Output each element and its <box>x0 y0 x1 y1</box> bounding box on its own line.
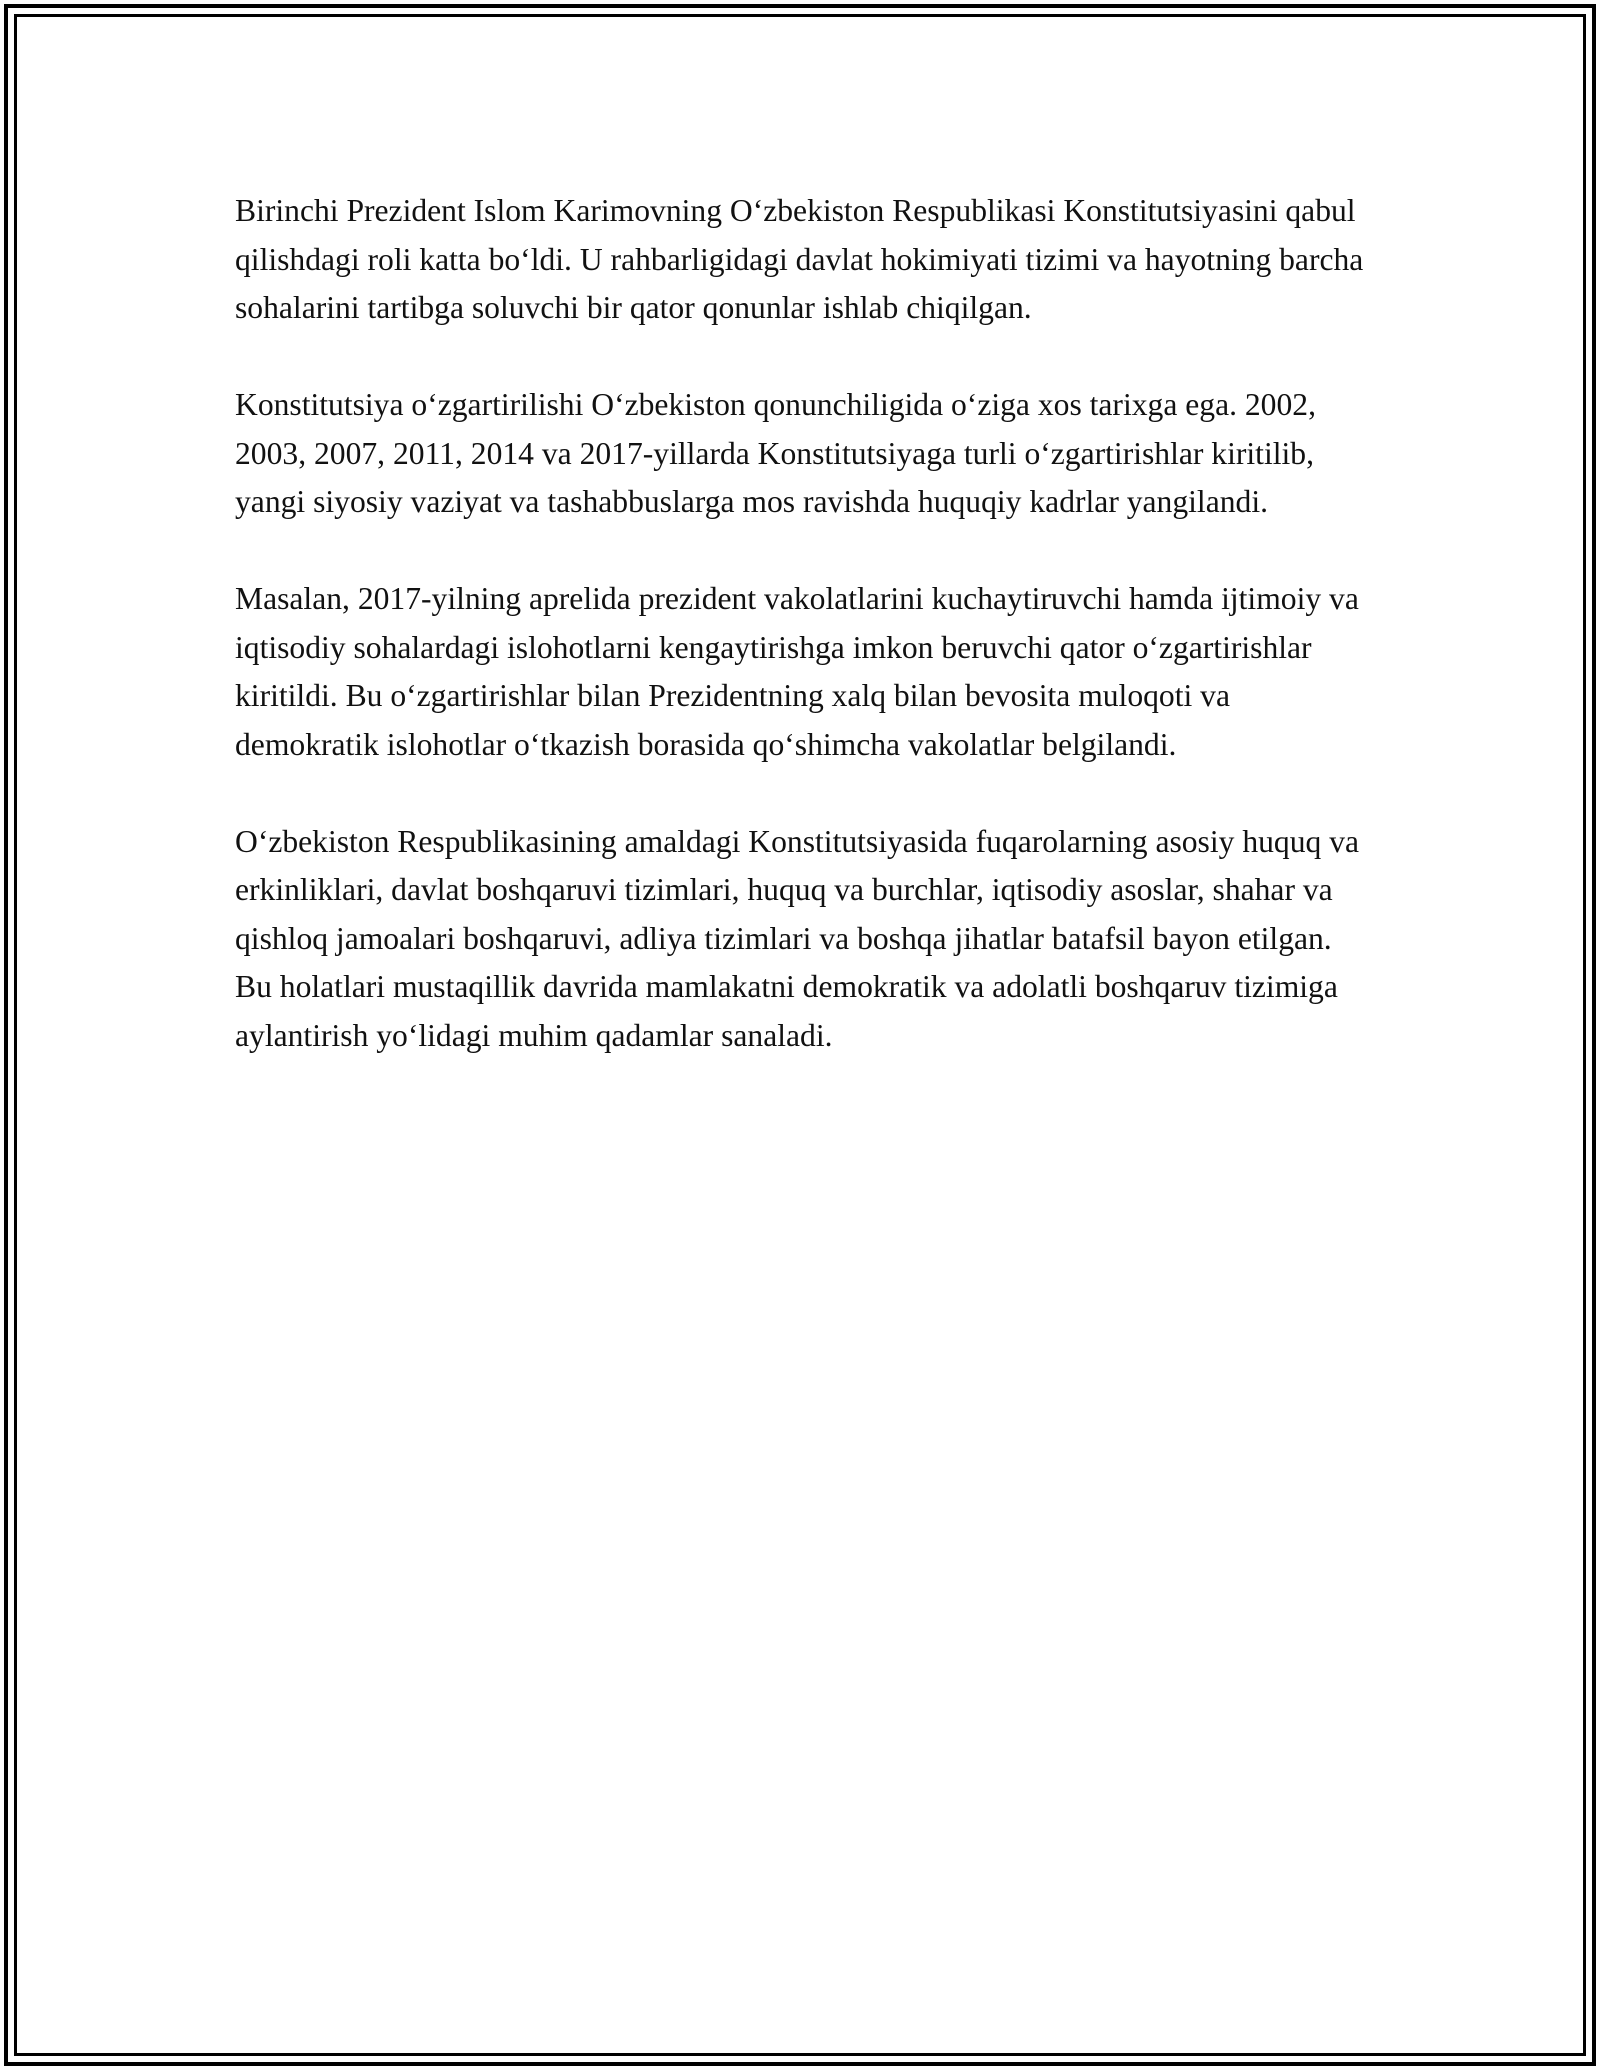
paragraph-1: Birinchi Prezident Islom Karimovning O‘zbekiston Respublikasi Konstitutsiyasini qabul qilishdagi roli katta bo‘ldi. U rahbarligidagi davlat hokimiyati tizimi va hayotning barcha sohalarini tartibga soluvchi bir qator qonunlar ishlab chiqilgan. <box>235 193 1364 325</box>
paragraph-3: Masalan, 2017-yilning aprelida prezident vakolatlarini kuchaytiruvchi hamda ijtimoiy va iqtisodiy sohalardagi islohotlarni kengaytirishga imkon beruvchi qator o‘zgartirishlar kiritildi. Bu o‘zgartirishlar bilan Prezidentning xalq bilan bevosita muloqoti va demokratik islohotlar o‘tkazish borasida qo‘shimcha vakolatlar belgilandi. <box>235 581 1359 762</box>
document-body <box>235 187 1375 1109</box>
paragraph-4: O‘zbekiston Respublikasining amaldagi Konstitutsiyasida fuqarolarning asosiy huquq va erkinliklari, davlat boshqaruvi tizimlari, huquq va burchlar, iqtisodiy asoslar, shahar va qishloq jamoalari boshqaruvi, adliya tizimlari va boshqa jihatlar batafsil bayon etilgan. Bu holatlari mustaqillik davrida mamlakatni demokratik va adolatli boshqaruv tizimiga aylantirish yo‘lidagi muhim qadamlar sanaladi. <box>235 823 1360 1053</box>
paragraph-2: Konstitutsiya o‘zgartirilishi O‘zbekiston qonunchiligida o‘ziga xos tarixga ega. 2002, 2003, 2007, 2011, 2014 va 2017-yillarda Konstitutsiyaga turli o‘zgartirishlar kiritilib, yangi siyosiy vaziyat va tashabbuslarga mos ravishda huquqiy kadrlar yangilandi. <box>235 387 1316 519</box>
